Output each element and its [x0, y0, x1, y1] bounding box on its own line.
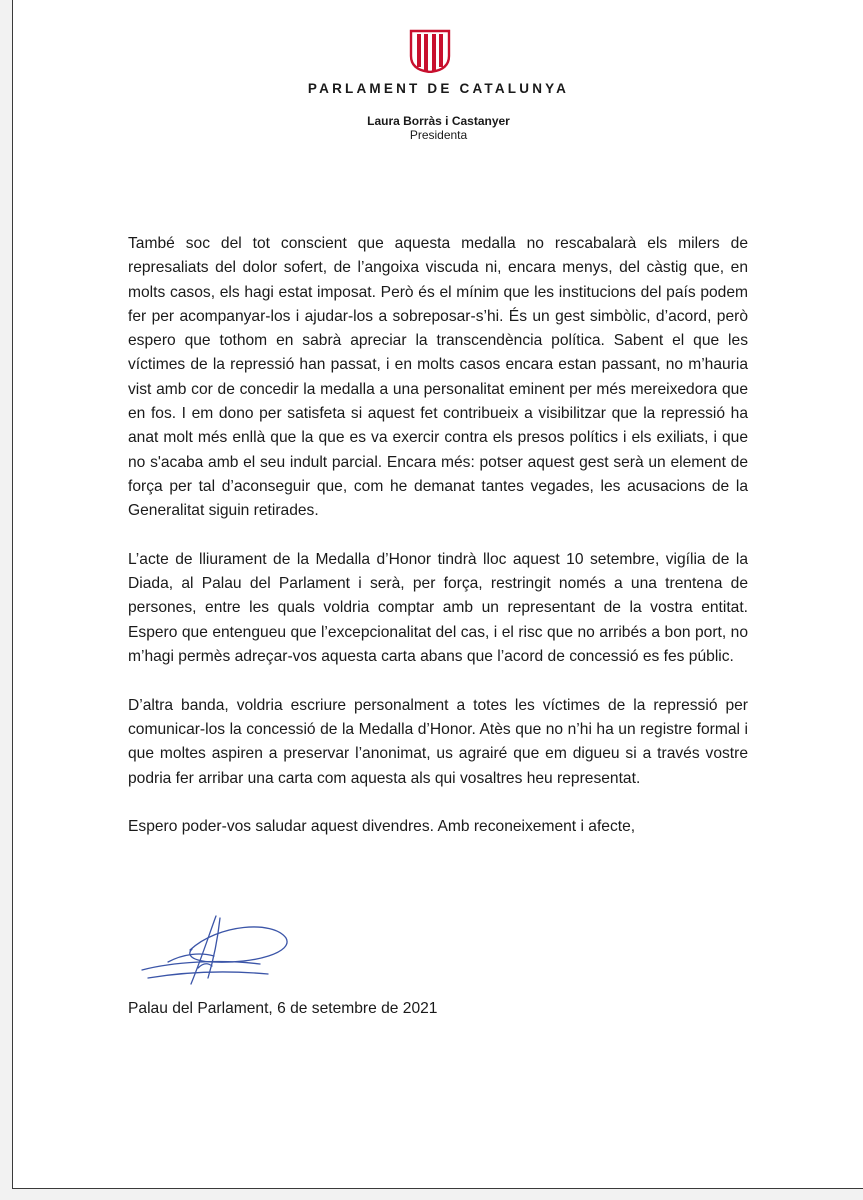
- handwritten-signature: [128, 912, 293, 992]
- letter-page: [12, 0, 863, 1189]
- letter-paragraph: L’acte de lliurament de la Medalla d’Honor tindrà lloc aquest 10 setembre, vigília de la Diada, al Palau del Parlament i serà, per força, restringit només a una trentena de persones, entre les quals voldria comptar amb un representant de la vostra entitat. Espero que entengueu que l’excepcionalitat del cas, i el risc que no arribés a bon port, no m’hagi permès adreçar-vos aquesta carta abans que l’acord de concessió es fes públic.: [128, 550, 748, 666]
- letter-closing: Espero poder-vos saludar aquest divendres. Amb reconeixement i afecte,: [128, 818, 636, 836]
- president-name: Laura Borràs i Castanyer: [367, 114, 510, 128]
- letter-body: [128, 232, 748, 839]
- parliament-emblem-icon: [408, 29, 452, 73]
- letter-paragraph: D’altra banda, voldria escriure personalment a totes les víctimes de la repressió per comunicar-los la concessió de la Medalla d’Honor. Atès que no n’hi ha un registre formal i que moltes aspiren a preservar l’anonimat, us agrairé que em digueu si a través vostre podria fer arribar una carta com aquesta als qui vosaltres heu representat.: [128, 696, 748, 787]
- organization-name: PARLAMENT DE CATALUNYA: [307, 81, 570, 96]
- letter-paragraph: També soc del tot conscient que aquesta medalla no rescabalarà els milers de represaliats del dolor sofert, de l’angoixa viscuda ni, encara menys, del càstig que, en molts casos, els hagi estat imposat. Però és el mínim que les institucions del país podem fer per acompanyar-los i ajudar-los a sobreposar-s’hi. És un gest simbòlic, d’acord, però espero que tothom en sabrà apreciar la transcendència política. Sabent el que les víctimes de la repressió han passat, i en molts casos encara estan passant, no m’hauria vist amb cor de concedir la medalla a una personalitat eminent per més mereixedora que en fos. I em dono per satisfeta si aquest fet contribueix a visibilitzar que la repressió ha anat molt més enllà que la que es va exercir contra els presos polítics i els exiliats, i que no s'acaba amb el seu indult parcial. Encara més: potser aquest gest serà un element de força per tal d’aconseguir que, com he demanat tantes vegades, les acusacions de la Generalitat siguin retirades.: [128, 235, 748, 520]
- place-date: Palau del Parlament, 6 de setembre de 2021: [128, 1000, 438, 1017]
- president-title: Presidenta: [409, 128, 468, 142]
